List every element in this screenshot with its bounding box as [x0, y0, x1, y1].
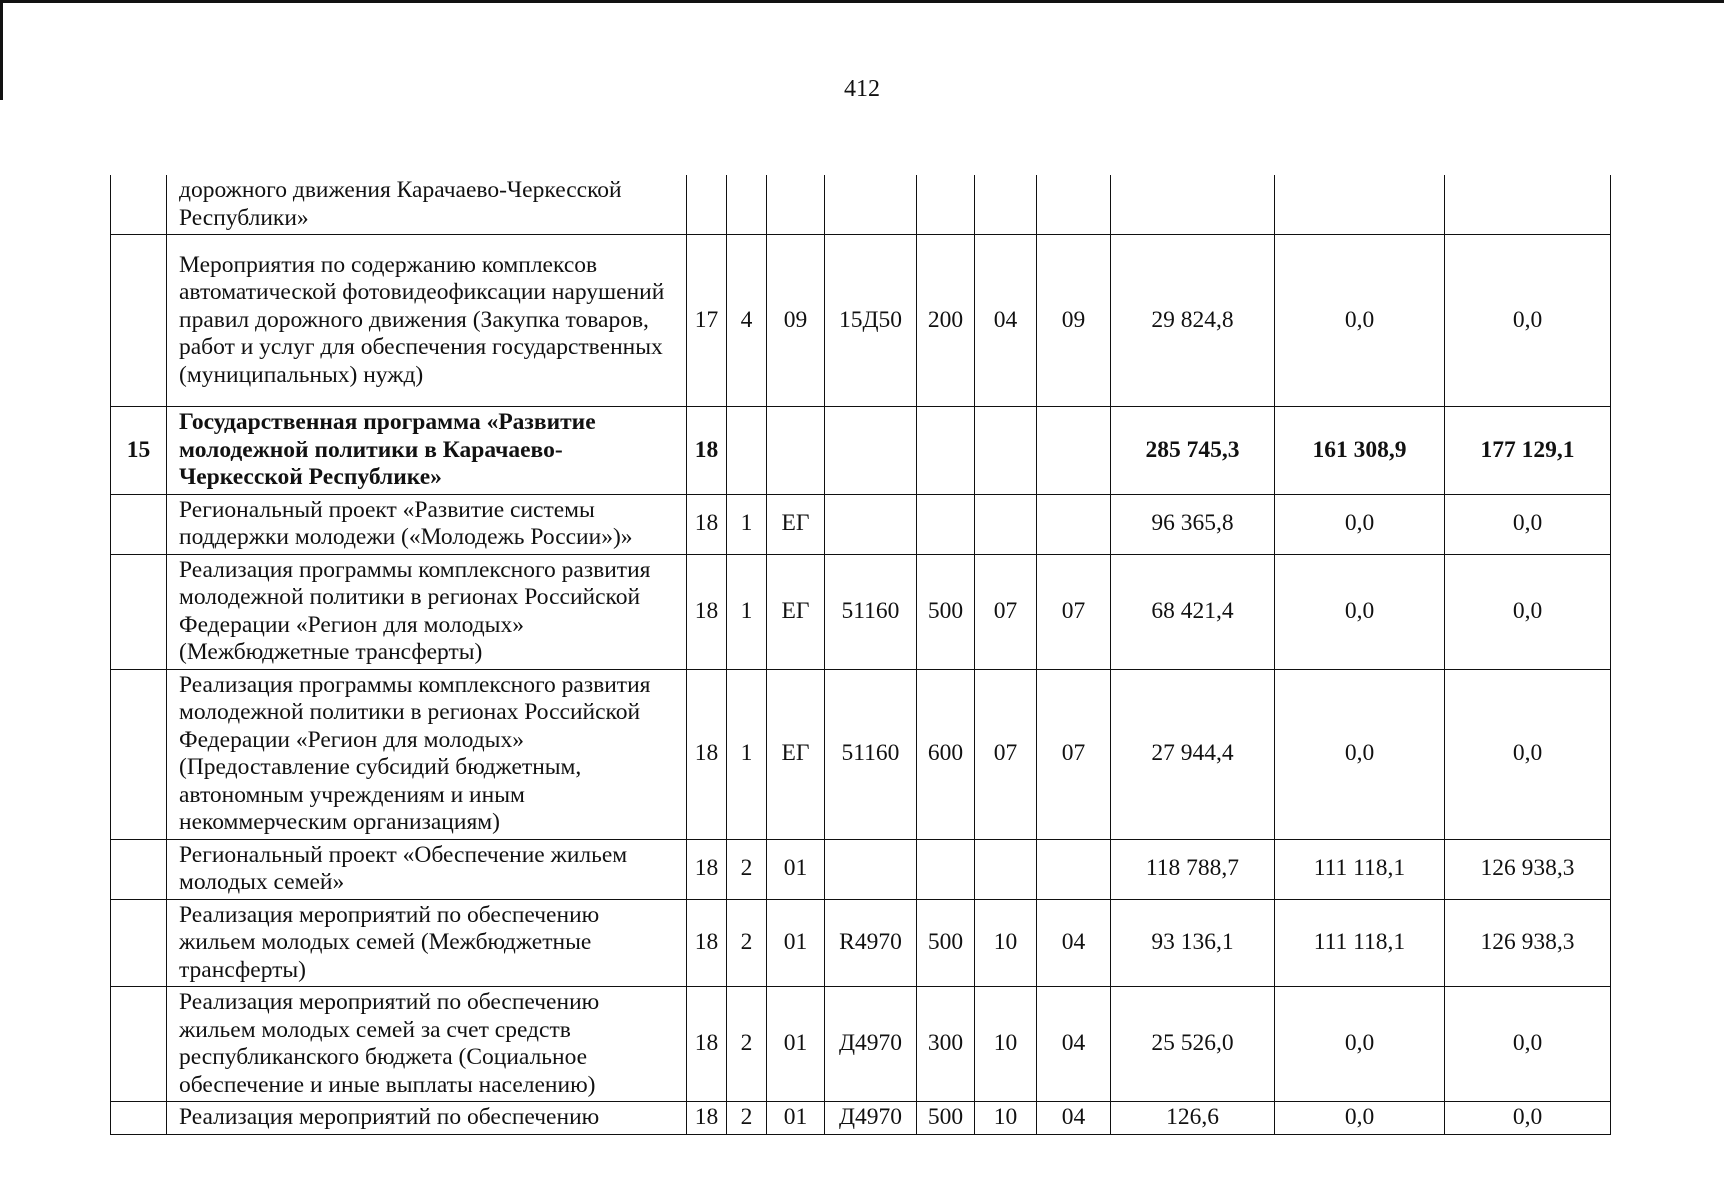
code-subprogram: 01 — [767, 839, 825, 899]
code-ministry: 18 — [687, 899, 727, 987]
code-program: 2 — [727, 839, 767, 899]
code-program: 1 — [727, 669, 767, 839]
code-target: Д4970 — [825, 987, 917, 1102]
amount-year-2: 161 308,9 — [1275, 407, 1445, 495]
row-number — [111, 669, 167, 839]
code-subsection — [1037, 494, 1111, 554]
code-section — [975, 494, 1037, 554]
code-subsection — [1037, 407, 1111, 495]
code-target: R4970 — [825, 899, 917, 987]
code-expense-type — [917, 494, 975, 554]
row-name: Реализация мероприятий по обеспечению жильем молодых семей (Межбюджетные трансферты) — [167, 899, 687, 987]
budget-table — [110, 175, 1611, 1135]
amount-year-1: 118 788,7 — [1111, 839, 1275, 899]
code-program: 1 — [727, 494, 767, 554]
row-number — [111, 175, 167, 235]
code-expense-type — [917, 407, 975, 495]
code-subsection — [1037, 175, 1111, 235]
table-row — [111, 235, 1611, 407]
code-subprogram: 09 — [767, 235, 825, 407]
amount-year-1: 27 944,4 — [1111, 669, 1275, 839]
code-subprogram: ЕГ — [767, 554, 825, 669]
amount-year-2: 0,0 — [1275, 494, 1445, 554]
code-expense-type: 600 — [917, 669, 975, 839]
row-number — [111, 1102, 167, 1135]
row-number — [111, 554, 167, 669]
row-name: Региональный проект «Развитие системы поддержки молодежи («Молодежь России»)» — [167, 494, 687, 554]
code-expense-type: 300 — [917, 987, 975, 1102]
code-target: Д4970 — [825, 1102, 917, 1135]
code-ministry: 17 — [687, 235, 727, 407]
amount-year-1: 285 745,3 — [1111, 407, 1275, 495]
code-section: 10 — [975, 987, 1037, 1102]
row-number — [111, 494, 167, 554]
code-section — [975, 175, 1037, 235]
code-program: 2 — [727, 899, 767, 987]
code-section — [975, 407, 1037, 495]
row-name: Реализация программы комплексного развития молодежной политики в регионах Российской Федерации «Регион для молодых» (Предоставление субсидий бюджетным, автономным учреждениям и иным некоммерческим организациям) — [167, 669, 687, 839]
table-row — [111, 669, 1611, 839]
amount-year-1 — [1111, 175, 1275, 235]
code-subsection — [1037, 839, 1111, 899]
code-subprogram: 01 — [767, 1102, 825, 1135]
code-ministry: 18 — [687, 839, 727, 899]
amount-year-2: 0,0 — [1275, 1102, 1445, 1135]
table-row — [111, 1102, 1611, 1135]
code-subsection: 04 — [1037, 1102, 1111, 1135]
code-expense-type: 200 — [917, 235, 975, 407]
amount-year-2: 111 118,1 — [1275, 899, 1445, 987]
table-row — [111, 494, 1611, 554]
amount-year-1: 126,6 — [1111, 1102, 1275, 1135]
code-program: 4 — [727, 235, 767, 407]
amount-year-3: 0,0 — [1445, 1102, 1611, 1135]
code-section: 04 — [975, 235, 1037, 407]
code-section: 07 — [975, 554, 1037, 669]
amount-year-3: 126 938,3 — [1445, 899, 1611, 987]
code-subsection: 04 — [1037, 987, 1111, 1102]
code-subsection: 04 — [1037, 899, 1111, 987]
table-row — [111, 839, 1611, 899]
code-ministry: 18 — [687, 987, 727, 1102]
amount-year-1: 25 526,0 — [1111, 987, 1275, 1102]
code-target — [825, 839, 917, 899]
code-subprogram: 01 — [767, 899, 825, 987]
code-ministry — [687, 175, 727, 235]
amount-year-3: 0,0 — [1445, 235, 1611, 407]
code-target — [825, 407, 917, 495]
page-number: 412 — [844, 76, 880, 102]
amount-year-2: 0,0 — [1275, 235, 1445, 407]
amount-year-3: 0,0 — [1445, 494, 1611, 554]
amount-year-3 — [1445, 175, 1611, 235]
row-number — [111, 839, 167, 899]
amount-year-3: 0,0 — [1445, 987, 1611, 1102]
code-program: 2 — [727, 987, 767, 1102]
amount-year-3: 177 129,1 — [1445, 407, 1611, 495]
code-expense-type: 500 — [917, 1102, 975, 1135]
amount-year-3: 0,0 — [1445, 669, 1611, 839]
row-name: Реализация мероприятий по обеспечению — [167, 1102, 687, 1135]
code-program: 2 — [727, 1102, 767, 1135]
row-name: Реализация программы комплексного развития молодежной политики в регионах Российской Федерации «Регион для молодых» (Межбюджетные трансферты) — [167, 554, 687, 669]
table-row — [111, 175, 1611, 235]
code-subsection: 07 — [1037, 554, 1111, 669]
code-target: 51160 — [825, 554, 917, 669]
code-target — [825, 494, 917, 554]
code-section: 07 — [975, 669, 1037, 839]
code-subprogram — [767, 407, 825, 495]
code-ministry: 18 — [687, 494, 727, 554]
row-name: Мероприятия по содержанию комплексов автоматической фотовидеофиксации нарушений правил дорожного движения (Закупка товаров, работ и услуг для обеспечения государственных (муниципальных) нужд) — [167, 235, 687, 407]
code-expense-type: 500 — [917, 899, 975, 987]
code-expense-type: 500 — [917, 554, 975, 669]
code-ministry: 18 — [687, 669, 727, 839]
amount-year-2 — [1275, 175, 1445, 235]
amount-year-1: 96 365,8 — [1111, 494, 1275, 554]
amount-year-1: 93 136,1 — [1111, 899, 1275, 987]
code-subprogram: 01 — [767, 987, 825, 1102]
table-body — [111, 175, 1611, 1134]
table-row — [111, 899, 1611, 987]
code-subprogram: ЕГ — [767, 669, 825, 839]
code-ministry: 18 — [687, 1102, 727, 1135]
table-row — [111, 407, 1611, 495]
code-expense-type — [917, 839, 975, 899]
code-program — [727, 407, 767, 495]
scan-edge-top — [0, 0, 1724, 3]
code-section: 10 — [975, 899, 1037, 987]
code-ministry: 18 — [687, 407, 727, 495]
amount-year-2: 0,0 — [1275, 554, 1445, 669]
code-subsection: 07 — [1037, 669, 1111, 839]
amount-year-1: 68 421,4 — [1111, 554, 1275, 669]
row-name: Государственная программа «Развитие молодежной политики в Карачаево-Черкесской Республике» — [167, 407, 687, 495]
amount-year-1: 29 824,8 — [1111, 235, 1275, 407]
code-section — [975, 839, 1037, 899]
amount-year-3: 0,0 — [1445, 554, 1611, 669]
code-program — [727, 175, 767, 235]
amount-year-2: 0,0 — [1275, 987, 1445, 1102]
row-name: Реализация мероприятий по обеспечению жильем молодых семей за счет средств республиканского бюджета (Социальное обеспечение и иные выплаты населению) — [167, 987, 687, 1102]
row-number: 15 — [111, 407, 167, 495]
code-subprogram — [767, 175, 825, 235]
code-subsection: 09 — [1037, 235, 1111, 407]
row-number — [111, 987, 167, 1102]
row-number — [111, 235, 167, 407]
row-name: Региональный проект «Обеспечение жильем молодых семей» — [167, 839, 687, 899]
code-ministry: 18 — [687, 554, 727, 669]
code-section: 10 — [975, 1102, 1037, 1135]
code-target — [825, 175, 917, 235]
table-row — [111, 987, 1611, 1102]
table-row — [111, 554, 1611, 669]
amount-year-2: 111 118,1 — [1275, 839, 1445, 899]
amount-year-2: 0,0 — [1275, 669, 1445, 839]
code-target: 15Д50 — [825, 235, 917, 407]
code-subprogram: ЕГ — [767, 494, 825, 554]
code-target: 51160 — [825, 669, 917, 839]
code-expense-type — [917, 175, 975, 235]
amount-year-3: 126 938,3 — [1445, 839, 1611, 899]
code-program: 1 — [727, 554, 767, 669]
row-number — [111, 899, 167, 987]
row-name: дорожного движения Карачаево-Черкесской Республики» — [167, 175, 687, 235]
